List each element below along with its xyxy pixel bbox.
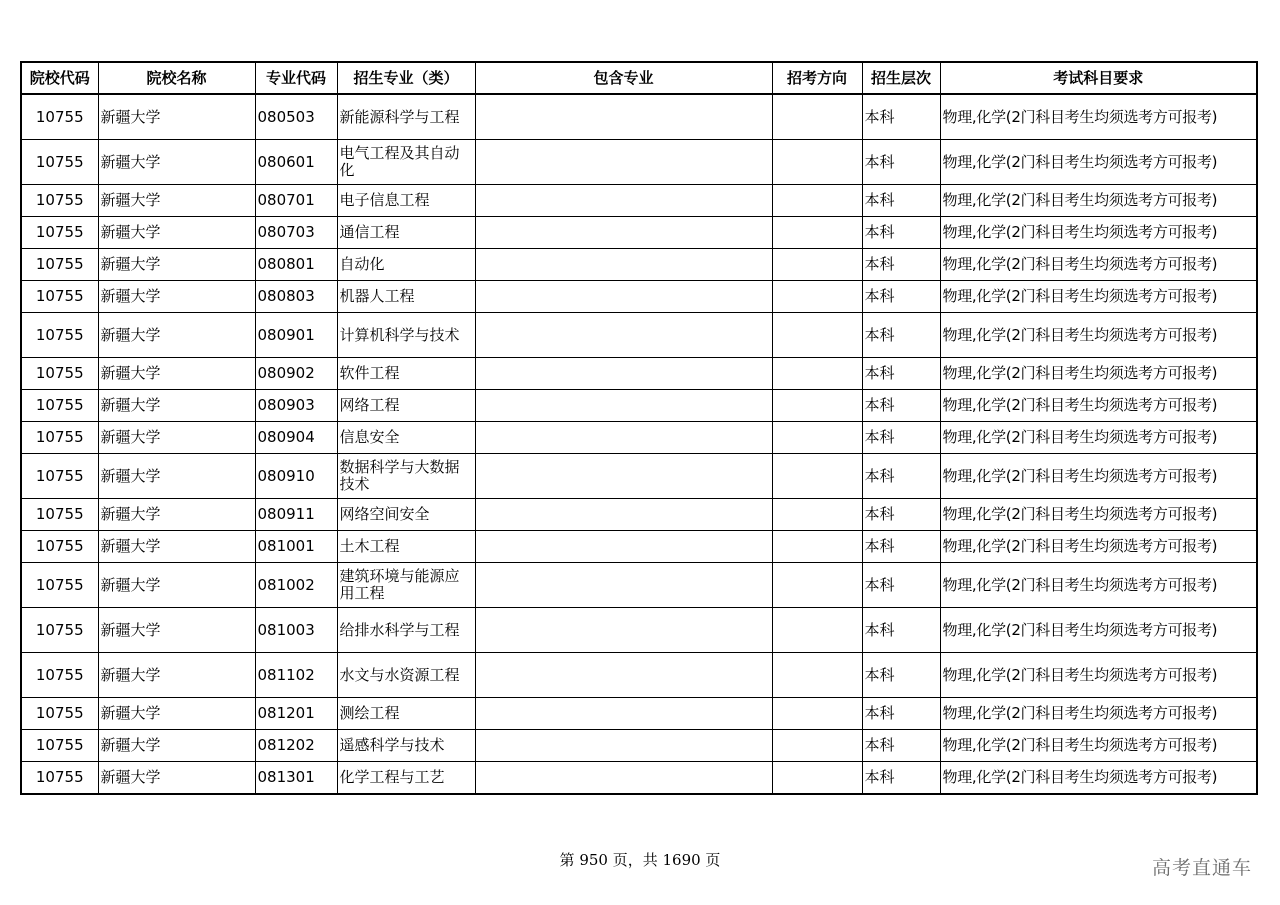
cell-direction [772,281,862,313]
cell-requirement: 物理,化学(2门科目考生均须选考方可报考) [940,531,1257,563]
cell-major: 新能源科学与工程 [337,94,475,140]
cell-major-code: 080911 [255,499,337,531]
cell-major-code: 081001 [255,531,337,563]
header-school-name: 院校名称 [98,62,255,94]
cell-school-name: 新疆大学 [98,358,255,390]
table-row [21,390,1257,422]
cell-included-majors [475,422,772,454]
cell-level: 本科 [862,762,940,795]
cell-direction [772,653,862,698]
cell-school-name: 新疆大学 [98,653,255,698]
cell-major-code: 080701 [255,185,337,217]
cell-level: 本科 [862,531,940,563]
cell-requirement: 物理,化学(2门科目考生均须选考方可报考) [940,185,1257,217]
table-row [21,217,1257,249]
cell-direction [772,730,862,762]
cell-school-name: 新疆大学 [98,390,255,422]
cell-requirement: 物理,化学(2门科目考生均须选考方可报考) [940,140,1257,185]
cell-requirement: 物理,化学(2门科目考生均须选考方可报考) [940,422,1257,454]
cell-included-majors [475,313,772,358]
table-row [21,563,1257,608]
table-row [21,185,1257,217]
cell-school-code: 10755 [21,762,98,795]
cell-school-code: 10755 [21,563,98,608]
cell-included-majors [475,608,772,653]
cell-requirement: 物理,化学(2门科目考生均须选考方可报考) [940,358,1257,390]
cell-requirement: 物理,化学(2门科目考生均须选考方可报考) [940,281,1257,313]
cell-direction [772,563,862,608]
cell-major: 通信工程 [337,217,475,249]
cell-major-code: 080901 [255,313,337,358]
cell-major-code: 081003 [255,608,337,653]
table-row [21,608,1257,653]
cell-school-code: 10755 [21,358,98,390]
cell-school-code: 10755 [21,499,98,531]
table-row [21,653,1257,698]
cell-included-majors [475,94,772,140]
cell-school-name: 新疆大学 [98,94,255,140]
header-included-majors: 包含专业 [475,62,772,94]
cell-major: 化学工程与工艺 [337,762,475,795]
cell-major-code: 081002 [255,563,337,608]
cell-major: 网络空间安全 [337,499,475,531]
cell-included-majors [475,499,772,531]
cell-major: 计算机科学与技术 [337,313,475,358]
cell-included-majors [475,281,772,313]
cell-level: 本科 [862,499,940,531]
cell-major: 土木工程 [337,531,475,563]
cell-major: 网络工程 [337,390,475,422]
table-row [21,454,1257,499]
cell-school-code: 10755 [21,730,98,762]
cell-direction [772,762,862,795]
cell-school-code: 10755 [21,281,98,313]
cell-major-code: 080503 [255,94,337,140]
table-row [21,698,1257,730]
cell-included-majors [475,140,772,185]
cell-included-majors [475,762,772,795]
cell-school-name: 新疆大学 [98,698,255,730]
cell-included-majors [475,249,772,281]
cell-direction [772,499,862,531]
header-row [21,62,1257,94]
cell-level: 本科 [862,94,940,140]
cell-included-majors [475,563,772,608]
cell-school-name: 新疆大学 [98,730,255,762]
table-row [21,762,1257,795]
header-direction: 招考方向 [772,62,862,94]
cell-level: 本科 [862,313,940,358]
table-row [21,281,1257,313]
cell-school-code: 10755 [21,653,98,698]
cell-school-code: 10755 [21,94,98,140]
cell-direction [772,249,862,281]
cell-school-code: 10755 [21,531,98,563]
cell-included-majors [475,531,772,563]
cell-school-name: 新疆大学 [98,499,255,531]
cell-direction [772,185,862,217]
table-row [21,531,1257,563]
cell-direction [772,217,862,249]
cell-major: 软件工程 [337,358,475,390]
cell-major: 遥感科学与技术 [337,730,475,762]
table-row [21,422,1257,454]
cell-direction [772,390,862,422]
cell-major-code: 080803 [255,281,337,313]
cell-requirement: 物理,化学(2门科目考生均须选考方可报考) [940,698,1257,730]
cell-requirement: 物理,化学(2门科目考生均须选考方可报考) [940,390,1257,422]
table-row [21,730,1257,762]
cell-school-code: 10755 [21,422,98,454]
table-row [21,499,1257,531]
cell-school-code: 10755 [21,698,98,730]
cell-included-majors [475,653,772,698]
cell-major-code: 080903 [255,390,337,422]
table-row [21,313,1257,358]
cell-major-code: 081201 [255,698,337,730]
cell-level: 本科 [862,698,940,730]
cell-school-code: 10755 [21,217,98,249]
cell-major: 建筑环境与能源应用工程 [337,563,475,608]
cell-major-code: 081202 [255,730,337,762]
cell-direction [772,422,862,454]
cell-level: 本科 [862,454,940,499]
cell-level: 本科 [862,217,940,249]
header-major-code: 专业代码 [255,62,337,94]
cell-major: 自动化 [337,249,475,281]
cell-school-name: 新疆大学 [98,422,255,454]
admissions-table [20,61,1258,795]
table-row [21,140,1257,185]
cell-requirement: 物理,化学(2门科目考生均须选考方可报考) [940,762,1257,795]
cell-direction [772,531,862,563]
cell-school-code: 10755 [21,140,98,185]
cell-major-code: 080902 [255,358,337,390]
cell-requirement: 物理,化学(2门科目考生均须选考方可报考) [940,313,1257,358]
cell-school-code: 10755 [21,390,98,422]
cell-direction [772,698,862,730]
cell-major: 给排水科学与工程 [337,608,475,653]
cell-major-code: 080601 [255,140,337,185]
cell-school-code: 10755 [21,249,98,281]
cell-direction [772,140,862,185]
cell-level: 本科 [862,422,940,454]
cell-requirement: 物理,化学(2门科目考生均须选考方可报考) [940,653,1257,698]
cell-requirement: 物理,化学(2门科目考生均须选考方可报考) [940,563,1257,608]
cell-major-code: 080910 [255,454,337,499]
header-level: 招生层次 [862,62,940,94]
cell-major: 机器人工程 [337,281,475,313]
cell-school-name: 新疆大学 [98,185,255,217]
header-school-code: 院校代码 [21,62,98,94]
cell-major-code: 080801 [255,249,337,281]
cell-school-name: 新疆大学 [98,531,255,563]
cell-direction [772,608,862,653]
cell-level: 本科 [862,185,940,217]
cell-major: 信息安全 [337,422,475,454]
cell-level: 本科 [862,653,940,698]
cell-requirement: 物理,化学(2门科目考生均须选考方可报考) [940,249,1257,281]
cell-requirement: 物理,化学(2门科目考生均须选考方可报考) [940,608,1257,653]
cell-major-code: 081102 [255,653,337,698]
cell-level: 本科 [862,563,940,608]
cell-school-name: 新疆大学 [98,281,255,313]
cell-level: 本科 [862,140,940,185]
cell-school-name: 新疆大学 [98,762,255,795]
cell-school-name: 新疆大学 [98,563,255,608]
cell-included-majors [475,185,772,217]
watermark: 高考直通车 [1151,857,1252,879]
cell-major: 电气工程及其自动化 [337,140,475,185]
table-row [21,249,1257,281]
cell-direction [772,454,862,499]
cell-requirement: 物理,化学(2门科目考生均须选考方可报考) [940,94,1257,140]
cell-requirement: 物理,化学(2门科目考生均须选考方可报考) [940,730,1257,762]
cell-included-majors [475,217,772,249]
cell-included-majors [475,730,772,762]
cell-major: 数据科学与大数据技术 [337,454,475,499]
cell-included-majors [475,698,772,730]
cell-level: 本科 [862,249,940,281]
cell-level: 本科 [862,730,940,762]
table-row [21,94,1257,140]
cell-direction [772,313,862,358]
table-body [21,94,1257,794]
table-row [21,358,1257,390]
cell-major-code: 080904 [255,422,337,454]
cell-school-name: 新疆大学 [98,313,255,358]
cell-major-code: 080703 [255,217,337,249]
cell-major: 测绘工程 [337,698,475,730]
cell-major: 电子信息工程 [337,185,475,217]
page-number: 第 950 页，共 1690 页 [559,851,721,869]
cell-level: 本科 [862,390,940,422]
cell-school-name: 新疆大学 [98,140,255,185]
header-major: 招生专业（类） [337,62,475,94]
cell-direction [772,358,862,390]
header-requirement: 考试科目要求 [940,62,1257,94]
cell-school-name: 新疆大学 [98,249,255,281]
cell-requirement: 物理,化学(2门科目考生均须选考方可报考) [940,454,1257,499]
cell-requirement: 物理,化学(2门科目考生均须选考方可报考) [940,499,1257,531]
cell-school-code: 10755 [21,454,98,499]
cell-direction [772,94,862,140]
cell-school-code: 10755 [21,185,98,217]
cell-included-majors [475,358,772,390]
cell-school-code: 10755 [21,313,98,358]
cell-school-name: 新疆大学 [98,608,255,653]
cell-major: 水文与水资源工程 [337,653,475,698]
cell-level: 本科 [862,608,940,653]
cell-school-name: 新疆大学 [98,454,255,499]
cell-included-majors [475,454,772,499]
cell-level: 本科 [862,281,940,313]
cell-level: 本科 [862,358,940,390]
cell-included-majors [475,390,772,422]
cell-requirement: 物理,化学(2门科目考生均须选考方可报考) [940,217,1257,249]
cell-school-code: 10755 [21,608,98,653]
cell-major-code: 081301 [255,762,337,795]
cell-school-name: 新疆大学 [98,217,255,249]
